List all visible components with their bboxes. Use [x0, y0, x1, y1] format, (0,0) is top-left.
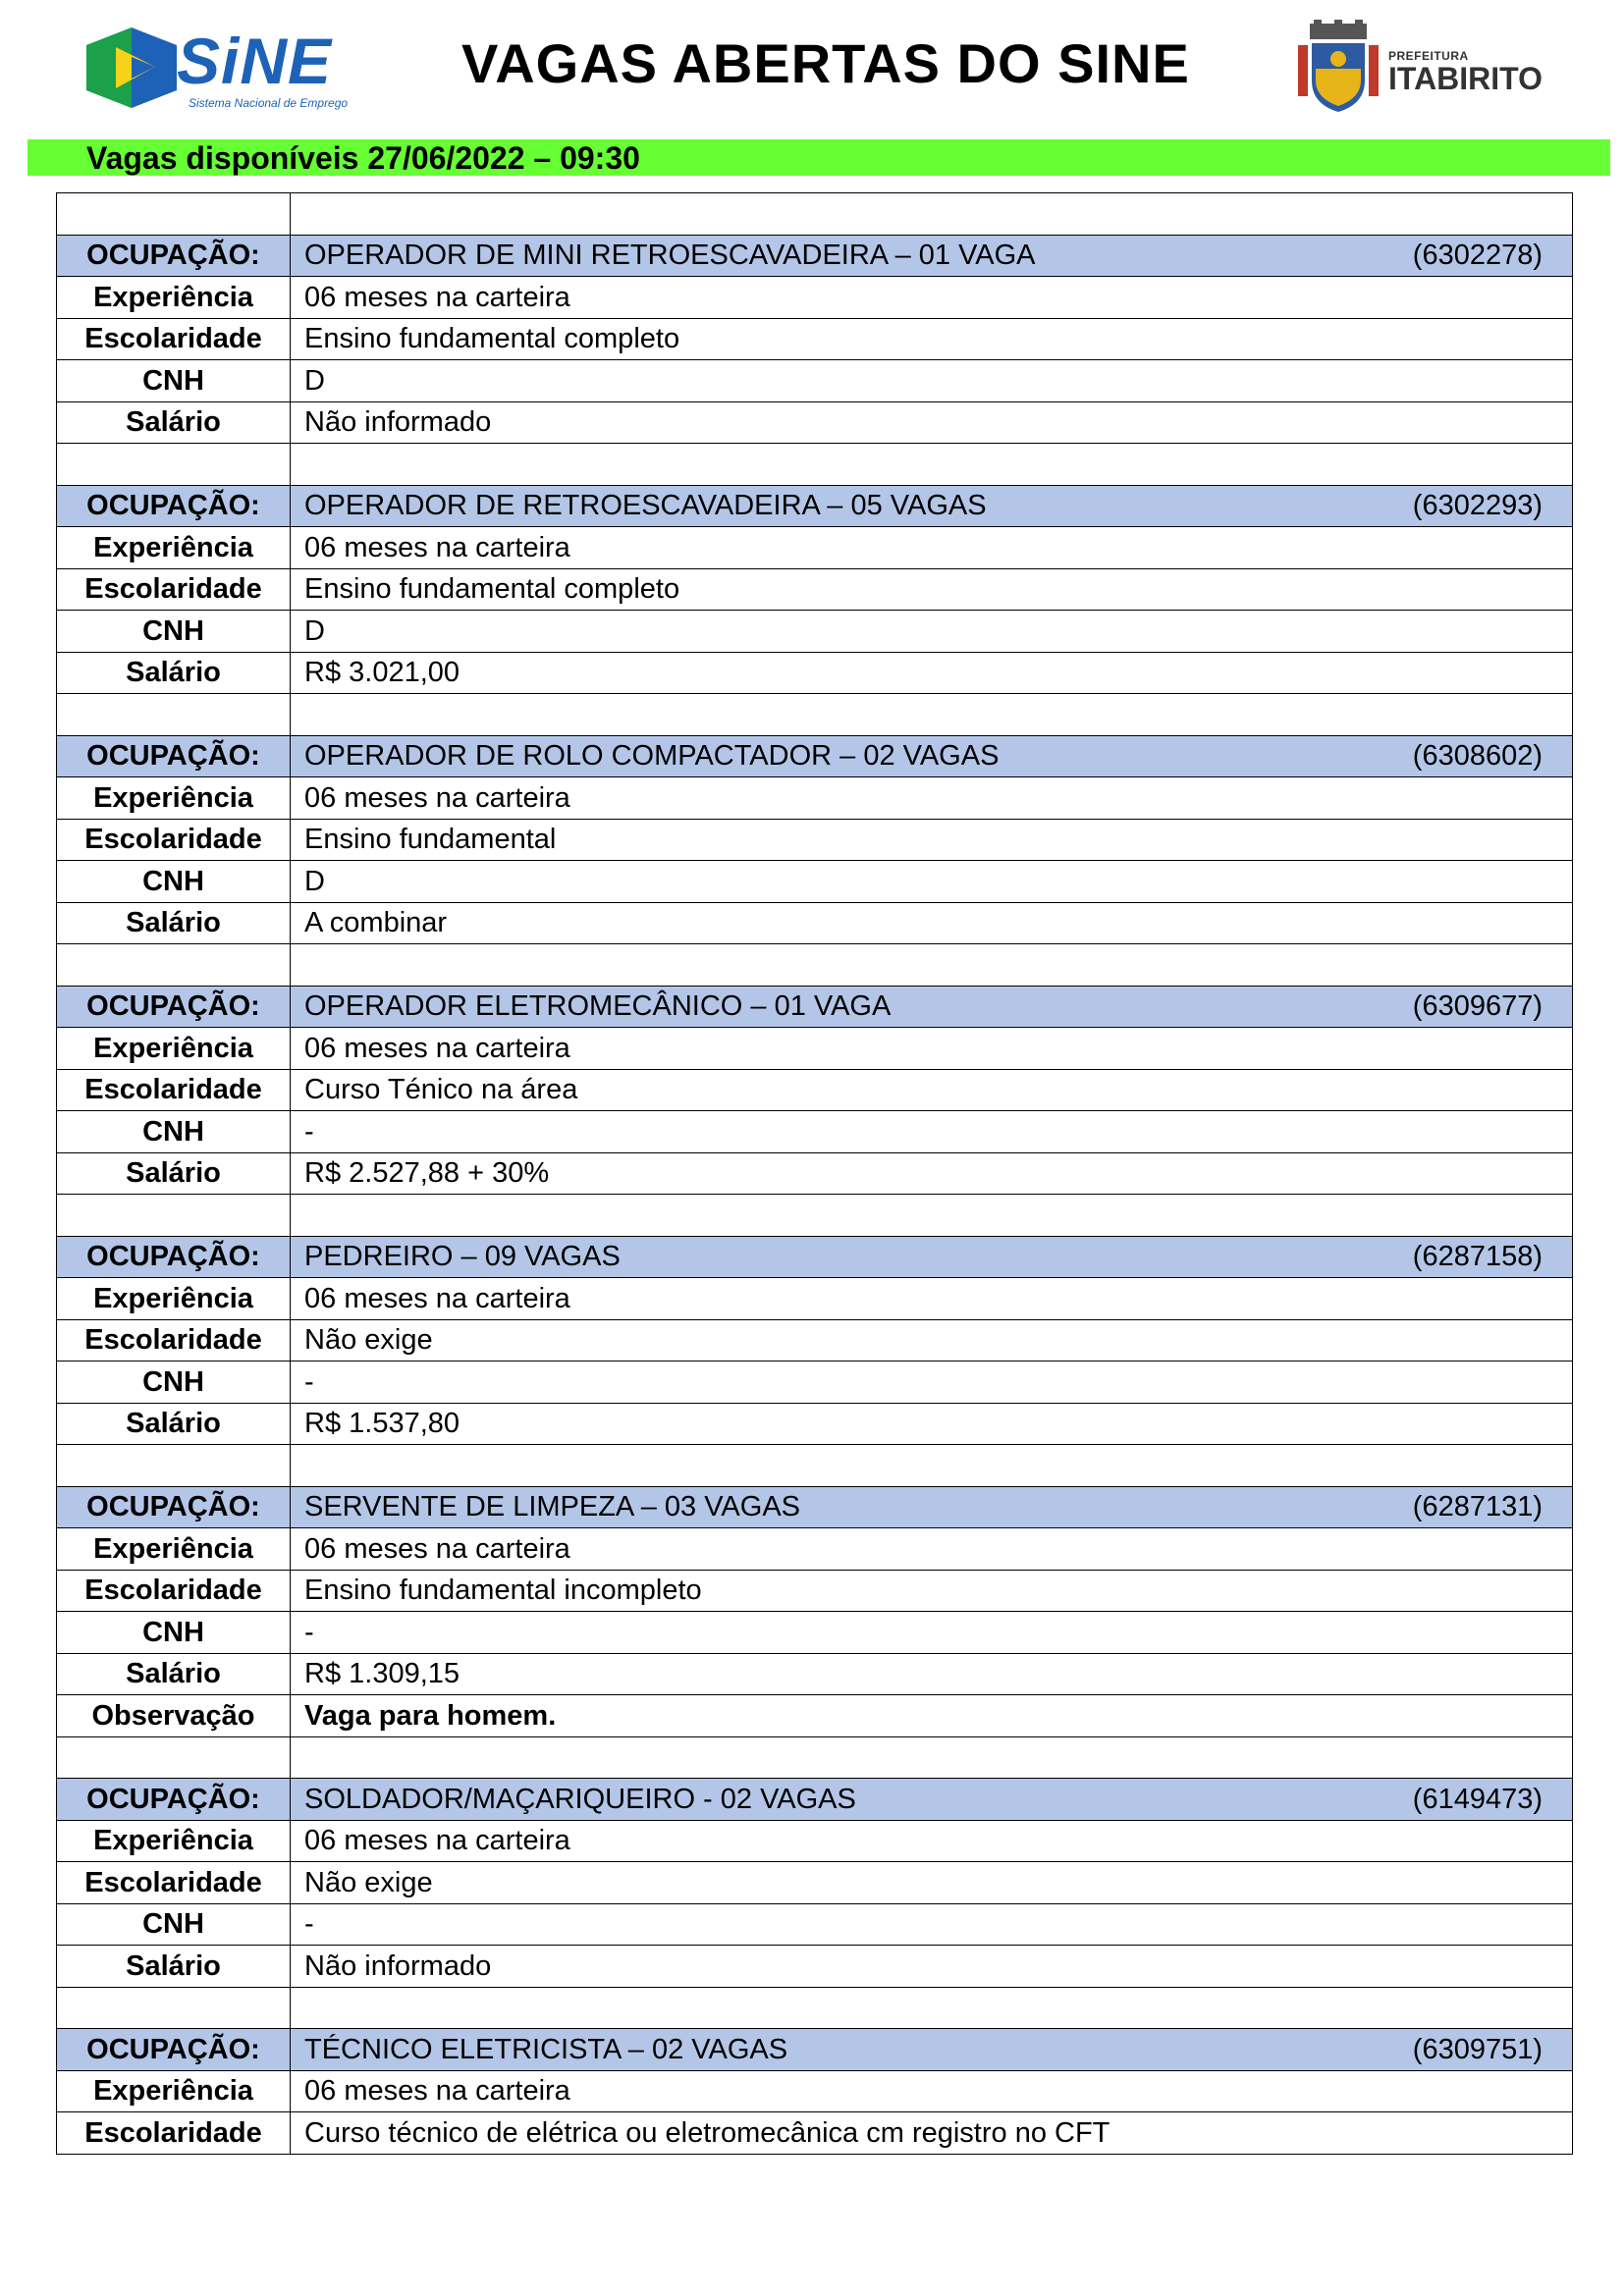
job-code: (6287158) — [1412, 1241, 1543, 1273]
experiencia-label: Experiência — [57, 277, 291, 319]
spacer-cell — [291, 444, 1573, 486]
job-code: (6149473) — [1412, 1783, 1543, 1815]
spacer-cell — [291, 1987, 1573, 2029]
escolaridade-value: Ensino fundamental completo — [291, 318, 1573, 360]
salario-value: Não informado — [291, 401, 1573, 444]
occupation-cell — [291, 986, 1573, 1028]
escolaridade-value: Curso Ténico na área — [291, 1069, 1573, 1111]
occupation-row — [57, 485, 1573, 527]
spacer-cell — [57, 1736, 291, 1779]
availability-date: Vagas disponíveis 27/06/2022 – 09:30 — [86, 140, 640, 176]
sine-subtitle: Sistema Nacional de Emprego — [189, 96, 349, 110]
salario-label: Salário — [57, 1152, 291, 1195]
cnh-value: - — [291, 1362, 1573, 1404]
spacer-cell — [291, 694, 1573, 736]
experiencia-value: 06 meses na carteira — [291, 1028, 1573, 1070]
escolaridade-value: Ensino fundamental incompleto — [291, 1570, 1573, 1612]
occupation-cell — [291, 1779, 1573, 1821]
salario-value: R$ 2.527,88 + 30% — [291, 1152, 1573, 1195]
occupation-cell — [291, 735, 1573, 777]
cnh-row — [57, 360, 1573, 402]
escolaridade-row — [57, 1069, 1573, 1111]
salario-label: Salário — [57, 401, 291, 444]
occupation-label: OCUPAÇÃO: — [57, 1236, 291, 1278]
spacer-cell — [291, 1195, 1573, 1237]
salario-row — [57, 652, 1573, 694]
spacer-cell — [291, 944, 1573, 987]
occupation-row — [57, 2029, 1573, 2071]
job-code: (6309677) — [1412, 990, 1543, 1023]
experiencia-label: Experiência — [57, 2070, 291, 2112]
job-title: OPERADOR DE RETROESCAVADEIRA – 05 VAGAS — [304, 490, 987, 522]
escolaridade-label: Escolaridade — [57, 1069, 291, 1111]
experiencia-label: Experiência — [57, 1820, 291, 1862]
job-code: (6302278) — [1412, 240, 1543, 272]
salario-row — [57, 1946, 1573, 1988]
salario-value: A combinar — [291, 902, 1573, 944]
escolaridade-value: Ensino fundamental completo — [291, 568, 1573, 611]
escolaridade-value: Não exige — [291, 1862, 1573, 1904]
escolaridade-row — [57, 1862, 1573, 1904]
escolaridade-row — [57, 568, 1573, 611]
job-code: (6287131) — [1412, 1491, 1543, 1523]
experiencia-row — [57, 527, 1573, 569]
job-title: OPERADOR ELETROMECÂNICO – 01 VAGA — [304, 990, 892, 1023]
spacer-row — [57, 1736, 1573, 1779]
experiencia-row — [57, 1528, 1573, 1571]
page-title: VAGAS ABERTAS DO SINE — [461, 32, 1190, 94]
occupation-cell — [291, 1486, 1573, 1528]
prefeitura-logo — [1294, 20, 1543, 114]
spacer-cell — [57, 694, 291, 736]
spacer-row — [57, 1987, 1573, 2029]
escolaridade-value: Ensino fundamental — [291, 819, 1573, 861]
spacer-row — [57, 694, 1573, 736]
occupation-label: OCUPAÇÃO: — [57, 485, 291, 527]
prefeitura-label: PREFEITURA — [1388, 49, 1469, 63]
cnh-row — [57, 1111, 1573, 1153]
cnh-label: CNH — [57, 1903, 291, 1946]
observacao-label: Observação — [57, 1695, 291, 1737]
occupation-row — [57, 1236, 1573, 1278]
occupation-label: OCUPAÇÃO: — [57, 735, 291, 777]
salario-value: R$ 1.537,80 — [291, 1403, 1573, 1445]
occupation-cell — [291, 235, 1573, 277]
cnh-value: - — [291, 1111, 1573, 1153]
escolaridade-label: Escolaridade — [57, 1570, 291, 1612]
salario-row — [57, 1653, 1573, 1695]
city-name: ITABIRITO — [1388, 61, 1543, 96]
cnh-row — [57, 611, 1573, 653]
salario-value: R$ 1.309,15 — [291, 1653, 1573, 1695]
spacer-row — [57, 444, 1573, 486]
salario-label: Salário — [57, 1403, 291, 1445]
salario-value: Não informado — [291, 1946, 1573, 1988]
occupation-cell — [291, 485, 1573, 527]
occupation-cell — [291, 2029, 1573, 2071]
salario-label: Salário — [57, 1946, 291, 1988]
experiencia-row — [57, 777, 1573, 820]
experiencia-value: 06 meses na carteira — [291, 1528, 1573, 1571]
occupation-row — [57, 735, 1573, 777]
cnh-label: CNH — [57, 861, 291, 903]
occupation-label: OCUPAÇÃO: — [57, 1486, 291, 1528]
cnh-value: D — [291, 611, 1573, 653]
experiencia-value: 06 meses na carteira — [291, 777, 1573, 820]
spacer-cell — [57, 193, 291, 236]
escolaridade-row — [57, 1319, 1573, 1362]
experiencia-row — [57, 2070, 1573, 2112]
job-title: TÉCNICO ELETRICISTA – 02 VAGAS — [304, 2033, 788, 2065]
cnh-label: CNH — [57, 1612, 291, 1654]
experiencia-value: 06 meses na carteira — [291, 1278, 1573, 1320]
experiencia-label: Experiência — [57, 1528, 291, 1571]
salario-label: Salário — [57, 1653, 291, 1695]
escolaridade-label: Escolaridade — [57, 568, 291, 611]
occupation-row — [57, 1779, 1573, 1821]
escolaridade-label: Escolaridade — [57, 1319, 291, 1362]
cnh-label: CNH — [57, 1111, 291, 1153]
occupation-label: OCUPAÇÃO: — [57, 986, 291, 1028]
occupation-row — [57, 986, 1573, 1028]
cnh-row — [57, 1362, 1573, 1404]
cnh-label: CNH — [57, 1362, 291, 1404]
escolaridade-label: Escolaridade — [57, 819, 291, 861]
job-title: OPERADOR DE MINI RETROESCAVADEIRA – 01 VAGA — [304, 240, 1036, 272]
occupation-row — [57, 235, 1573, 277]
spacer-cell — [291, 1736, 1573, 1779]
salario-row — [57, 401, 1573, 444]
spacer-cell — [291, 193, 1573, 236]
salario-label: Salário — [57, 652, 291, 694]
escolaridade-row — [57, 819, 1573, 861]
job-code: (6308602) — [1412, 740, 1543, 773]
spacer-cell — [291, 1445, 1573, 1487]
escolaridade-value: Curso técnico de elétrica ou eletromecânica cm registro no CFT — [291, 2112, 1573, 2155]
experiencia-row — [57, 1820, 1573, 1862]
job-code: (6302293) — [1412, 490, 1543, 522]
job-listings-table — [56, 192, 1573, 2155]
escolaridade-value: Não exige — [291, 1319, 1573, 1362]
experiencia-label: Experiência — [57, 527, 291, 569]
escolaridade-label: Escolaridade — [57, 1862, 291, 1904]
spacer-cell — [57, 1195, 291, 1237]
occupation-cell — [291, 1236, 1573, 1278]
occupation-label: OCUPAÇÃO: — [57, 1779, 291, 1821]
experiencia-label: Experiência — [57, 777, 291, 820]
occupation-label: OCUPAÇÃO: — [57, 235, 291, 277]
salario-row — [57, 1152, 1573, 1195]
cnh-row — [57, 861, 1573, 903]
sine-logo-icon — [86, 27, 177, 108]
job-title: SOLDADOR/MAÇARIQUEIRO - 02 VAGAS — [304, 1783, 856, 1815]
experiencia-label: Experiência — [57, 1278, 291, 1320]
experiencia-value: 06 meses na carteira — [291, 527, 1573, 569]
salario-value: R$ 3.021,00 — [291, 652, 1573, 694]
city-crest-icon — [1294, 20, 1382, 114]
experiencia-value: 06 meses na carteira — [291, 1820, 1573, 1862]
escolaridade-row — [57, 318, 1573, 360]
experiencia-value: 06 meses na carteira — [291, 277, 1573, 319]
job-code: (6309751) — [1412, 2033, 1543, 2065]
job-title: OPERADOR DE ROLO COMPACTADOR – 02 VAGAS — [304, 740, 1000, 773]
spacer-row — [57, 944, 1573, 987]
spacer-cell — [57, 444, 291, 486]
spacer-row — [57, 193, 1573, 236]
cnh-value: - — [291, 1612, 1573, 1654]
spacer-cell — [57, 1987, 291, 2029]
spacer-row — [57, 1195, 1573, 1237]
spacer-cell — [57, 944, 291, 987]
salario-row — [57, 1403, 1573, 1445]
experiencia-row — [57, 1278, 1573, 1320]
salario-row — [57, 902, 1573, 944]
experiencia-label: Experiência — [57, 1028, 291, 1070]
cnh-label: CNH — [57, 360, 291, 402]
sine-wordmark: SiNE — [177, 25, 333, 97]
salario-label: Salário — [57, 902, 291, 944]
escolaridade-label: Escolaridade — [57, 2112, 291, 2155]
observacao-value: Vaga para homem. — [291, 1695, 1573, 1737]
experiencia-row — [57, 277, 1573, 319]
cnh-value: D — [291, 360, 1573, 402]
job-title: SERVENTE DE LIMPEZA – 03 VAGAS — [304, 1491, 801, 1523]
experiencia-row — [57, 1028, 1573, 1070]
cnh-row — [57, 1903, 1573, 1946]
escolaridade-row — [57, 1570, 1573, 1612]
availability-date-bar — [27, 139, 1610, 176]
occupation-label: OCUPAÇÃO: — [57, 2029, 291, 2071]
escolaridade-row — [57, 2112, 1573, 2155]
cnh-value: - — [291, 1903, 1573, 1946]
cnh-label: CNH — [57, 611, 291, 653]
observacao-row — [57, 1695, 1573, 1737]
experiencia-value: 06 meses na carteira — [291, 2070, 1573, 2112]
page-header — [0, 0, 1624, 137]
sine-logo — [86, 24, 361, 114]
spacer-row — [57, 1445, 1573, 1487]
cnh-value: D — [291, 861, 1573, 903]
occupation-row — [57, 1486, 1573, 1528]
escolaridade-label: Escolaridade — [57, 318, 291, 360]
cnh-row — [57, 1612, 1573, 1654]
spacer-cell — [57, 1445, 291, 1487]
job-title: PEDREIRO – 09 VAGAS — [304, 1241, 621, 1273]
